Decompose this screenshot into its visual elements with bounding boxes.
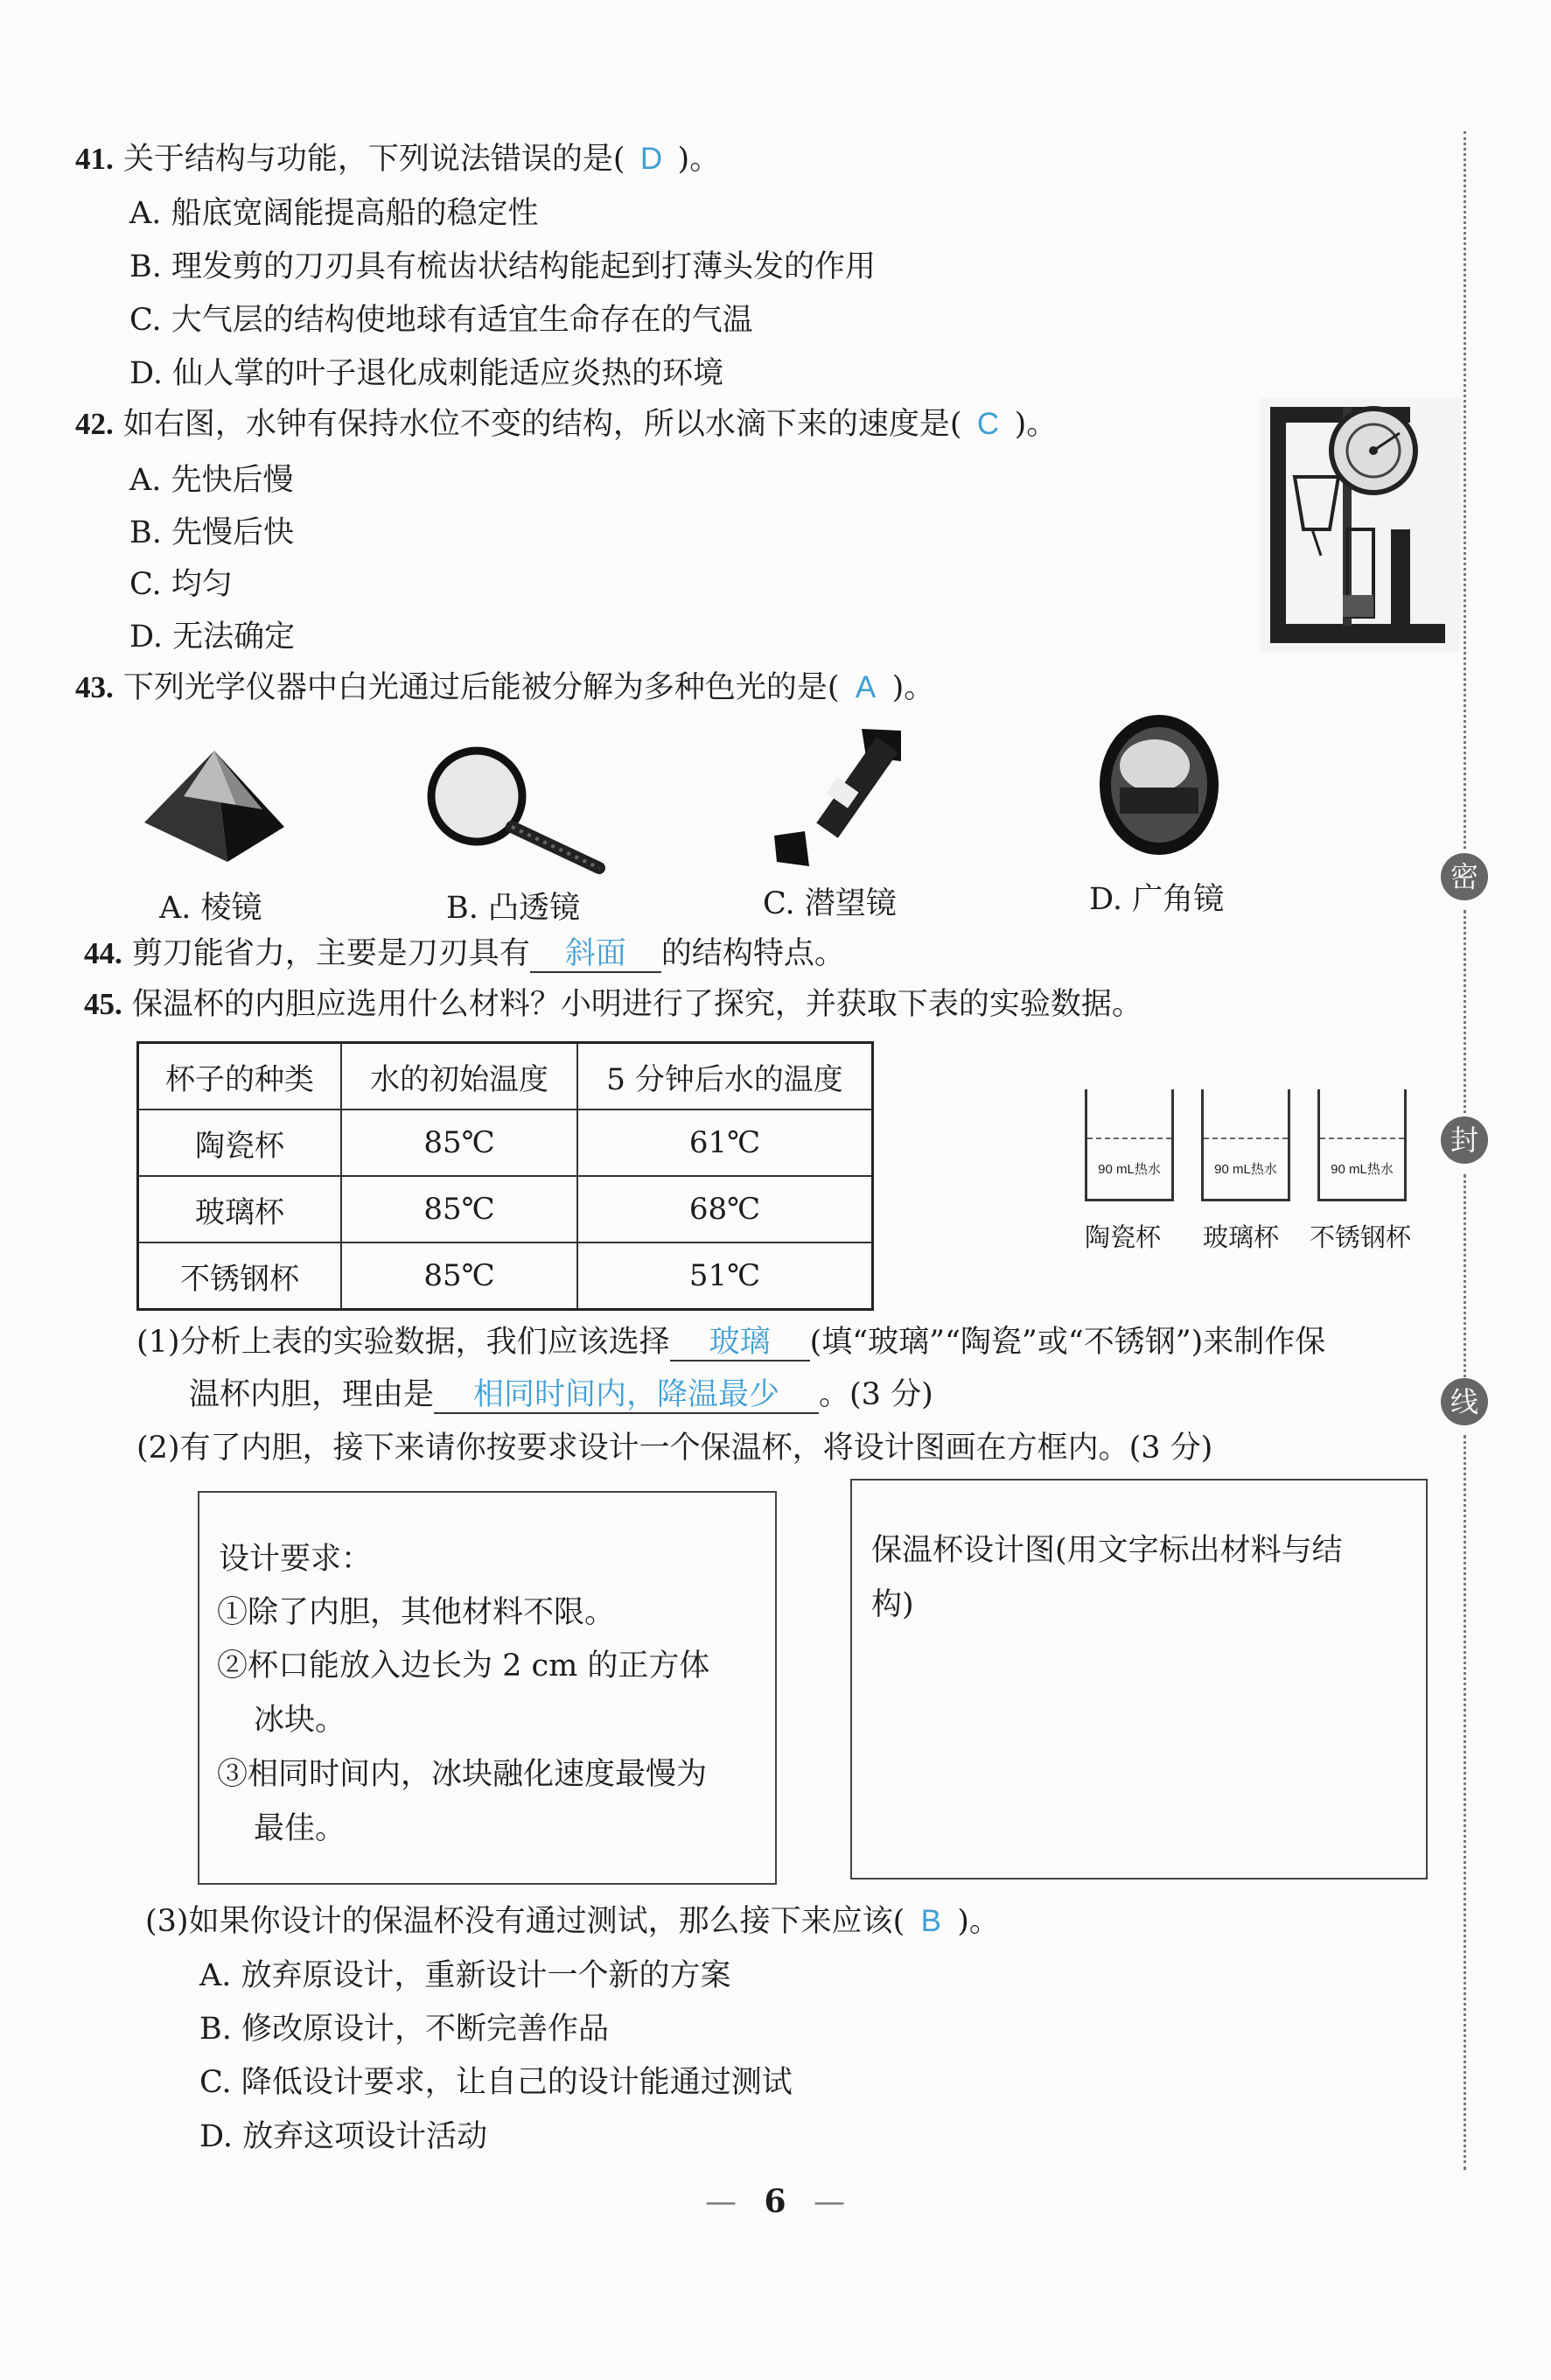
requirements-title: 设计要求：: [219, 1542, 373, 1577]
table-cell: 61℃: [577, 1110, 873, 1176]
cup-name-ceramic: 陶瓷杯: [1085, 1222, 1162, 1252]
q43-answer: A: [855, 670, 877, 704]
q42-answer: C: [976, 407, 1000, 441]
table-header: 杯子的种类: [138, 1043, 342, 1110]
q44-number: 44.: [84, 936, 122, 970]
q45-number: 45.: [84, 987, 122, 1021]
page-footer: [705, 2183, 845, 2220]
requirement-3-cont: 最佳。: [254, 1811, 346, 1846]
q43-stem: 43. 下列光学仪器中白光通过后能被分解为多种色光的是( A )。: [75, 670, 935, 705]
cup-water-label: 90 mL热水: [1331, 1162, 1394, 1177]
cup-glass: [1201, 1089, 1290, 1201]
q44-stem: 44. 剪刀能省力，主要是刀刃具有 斜面 的结构特点。: [84, 936, 845, 971]
page-dash-left: —: [705, 2184, 737, 2220]
requirement-3: ③相同时间内，冰块融化速度最慢为: [217, 1757, 708, 1792]
q41-option-c: C. 大气层的结构使地球有适宜生命存在的气温: [129, 303, 753, 338]
table-header: 5 分钟后水的温度: [577, 1043, 873, 1110]
cup-water-label: 90 mL热水: [1098, 1162, 1161, 1177]
table-row: [138, 1242, 873, 1310]
q42-option-c: C. 均匀: [129, 567, 233, 602]
q45-part1-answer1: 玻璃: [670, 1325, 810, 1362]
q42-stem: 42. 如右图，水钟有保持水位不变的结构，所以水滴下来的速度是( C )。: [75, 407, 1058, 442]
cup-name-glass: 玻璃杯: [1203, 1222, 1280, 1252]
q44-answer: 斜面: [530, 936, 661, 973]
seal-line-segment: [1464, 1174, 1466, 1384]
requirement-2-cont: 冰块。: [254, 1703, 346, 1738]
table-row: [138, 1176, 873, 1242]
q43-option-c: C. 潜望镜: [763, 886, 897, 921]
table-cell: 不锈钢杯: [138, 1242, 342, 1310]
q43-option-b: B. 凸透镜: [446, 891, 580, 926]
q45-part2-stem: (2)有了内胆，接下来请你按要求设计一个保温杯，将设计图画在方框内。(3 分): [136, 1431, 1213, 1466]
q42-option-a: A. 先快后慢: [129, 463, 294, 498]
table-cell: 85℃: [341, 1110, 577, 1176]
cup-ceramic: [1085, 1089, 1174, 1201]
seal-line-segment: [1464, 131, 1466, 849]
requirement-2: ②杯口能放入边长为 2 cm 的正方体: [217, 1648, 710, 1684]
q42-option-b: B. 先慢后快: [129, 515, 294, 550]
table-cell: 85℃: [341, 1242, 577, 1310]
table-header-row: [138, 1043, 873, 1110]
experiment-table: [136, 1041, 874, 1311]
q43-option-a: A. 棱镜: [159, 891, 262, 926]
periscope-image: [761, 722, 910, 871]
cup-body: [1201, 1089, 1290, 1201]
q45-part3-option-c: C. 降低设计要求，让自己的设计能通过测试: [199, 2065, 793, 2100]
table-cell: 玻璃杯: [138, 1176, 342, 1242]
q45-part3-answer: B: [920, 1904, 941, 1938]
table-cell: 85℃: [341, 1176, 577, 1242]
q43-number: 43.: [75, 670, 114, 704]
cup-water-label: 90 mL热水: [1214, 1162, 1277, 1177]
q41-option-b: B. 理发剪的刀刃具有梳齿状结构能起到打薄头发的作用: [129, 249, 876, 284]
q43-option-d: D. 广角镜: [1089, 882, 1225, 917]
q41-stem: 41. 关于结构与功能，下列说法错误的是( D )。: [75, 142, 721, 177]
table-cell: 陶瓷杯: [138, 1110, 342, 1176]
water-level-line: [1087, 1138, 1171, 1139]
seal-mark-xian: 线: [1441, 1378, 1488, 1425]
cup-body: [1317, 1089, 1407, 1201]
cup-name-steel: 不锈钢杯: [1310, 1222, 1412, 1252]
seal-mark-mi: 密: [1441, 853, 1488, 900]
q45-part1-line2: 温杯内胆，理由是 相同时间内，降温最少 。(3 分): [189, 1377, 933, 1412]
page-number: 6: [764, 2183, 786, 2220]
seal-mark-feng: 封: [1441, 1116, 1488, 1164]
prism-image: [131, 744, 297, 866]
table-row: [138, 1110, 873, 1176]
q45-part1-line1: (1)分析上表的实验数据，我们应该选择 玻璃 (填“玻璃”“陶瓷”或“不锈钢”)来制作保: [136, 1325, 1326, 1360]
page-dash-right: —: [813, 2184, 845, 2220]
q45-stem: 45. 保温杯的内胆应选用什么材料？小明进行了探究，并获取下表的实验数据。: [84, 987, 1142, 1022]
seal-line-segment: [1464, 1435, 1466, 2170]
q41-number: 41.: [75, 142, 114, 176]
q45-part3-stem: (3)如果你设计的保温杯没有通过测试，那么接下来应该( B )。: [145, 1904, 1000, 1939]
design-box-label-cont: 构): [871, 1587, 914, 1622]
q41-answer: D: [639, 142, 663, 176]
q41-option-d: D. 仙人掌的叶子退化成刺能适应炎热的环境: [129, 356, 724, 391]
cup-steel: [1317, 1089, 1407, 1201]
wide-angle-mirror-image: [1093, 713, 1225, 866]
q42-number: 42.: [75, 407, 114, 441]
requirement-1: ①除了内胆，其他材料不限。: [217, 1595, 616, 1630]
q41-option-a: A. 船底宽阔能提高船的稳定性: [129, 196, 539, 231]
design-box-label: 保温杯设计图(用文字标出材料与结: [871, 1533, 1343, 1568]
table-cell: 68℃: [577, 1176, 873, 1242]
q45-part3-option-a: A. 放弃原设计，重新设计一个新的方案: [199, 1958, 731, 1993]
table-cell: 51℃: [577, 1242, 873, 1310]
q45-part3-option-b: B. 修改原设计，不断完善作品: [199, 2012, 609, 2047]
magnifier-image: [420, 744, 612, 875]
water-level-line: [1204, 1138, 1288, 1139]
q42-option-d: D. 无法确定: [129, 620, 296, 654]
seal-line-segment: [1464, 910, 1466, 1120]
q45-part3-option-d: D. 放弃这项设计活动: [199, 2119, 488, 2154]
q45-part1-answer2: 相同时间内，降温最少: [434, 1377, 819, 1414]
water-level-line: [1320, 1138, 1404, 1139]
cup-body: [1085, 1089, 1174, 1201]
table-header: 水的初始温度: [341, 1043, 577, 1110]
water-clock-illustration: [1260, 398, 1461, 652]
